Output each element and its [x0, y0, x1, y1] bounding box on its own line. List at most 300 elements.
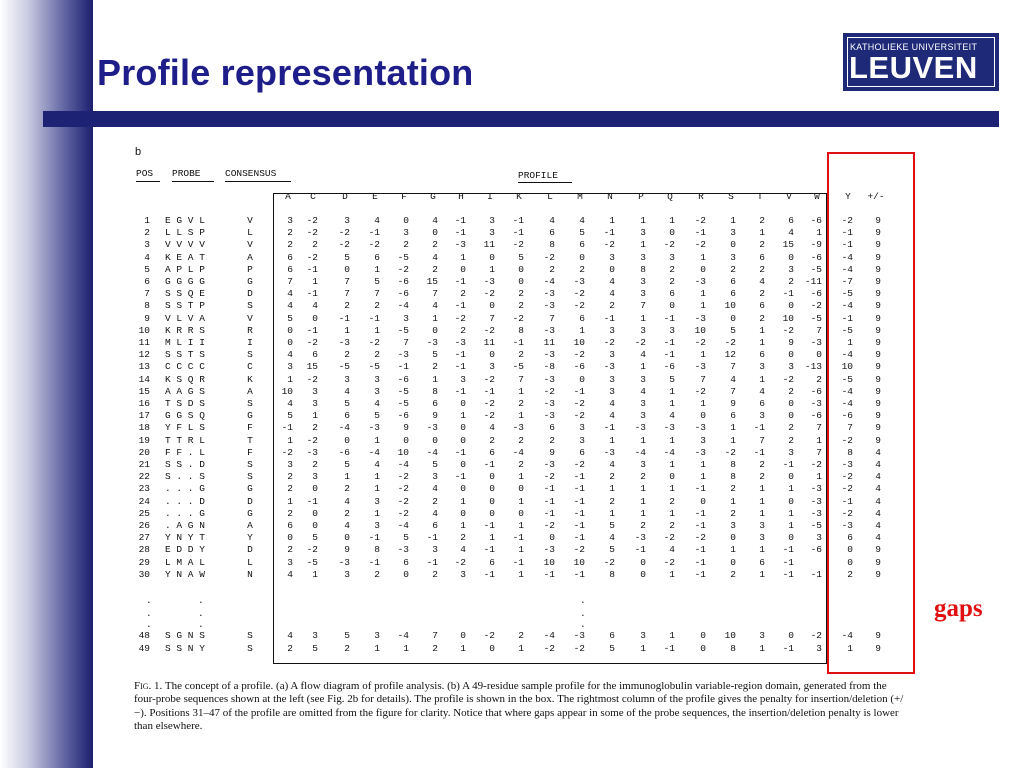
profile-value: 1: [816, 227, 822, 239]
profile-value: -4: [543, 630, 555, 641]
profile-value: 2: [460, 324, 466, 336]
profile-value: 3: [640, 398, 646, 409]
profile-value: 0: [669, 227, 675, 239]
profile-value: 0: [640, 556, 646, 568]
profile-value: -3: [338, 337, 350, 348]
row-consensus: S: [247, 630, 253, 641]
column-header: E: [372, 191, 378, 202]
profile-value: 4: [287, 300, 293, 312]
profile-value: 2: [730, 507, 736, 519]
profile-value: -5: [512, 361, 524, 373]
profile-value: -5: [397, 251, 409, 263]
profile-value: 3: [759, 410, 765, 422]
profile-value: 3: [816, 643, 822, 654]
profile-value: 1: [788, 520, 794, 531]
profile-value: 3: [816, 532, 822, 544]
profile-value: 2: [344, 300, 350, 312]
profile-value: -2: [306, 434, 318, 446]
profile-value: 5: [432, 459, 438, 470]
profile-value: 3: [788, 263, 794, 275]
profile-value: 1: [579, 324, 585, 336]
profile-value: 1: [759, 495, 765, 507]
profile-value: 1: [518, 471, 524, 483]
profile-value: -1: [782, 643, 794, 654]
row-consensus: S: [247, 349, 253, 361]
profile-value: 0: [460, 263, 466, 275]
profile-value: 10: [281, 385, 293, 397]
profile-value: -2: [543, 385, 555, 397]
profile-value: 0: [788, 398, 794, 409]
profile-value: 1: [374, 324, 380, 336]
profile-value: 0: [312, 312, 318, 324]
profile-value: -1: [306, 263, 318, 275]
profile-value: 3: [489, 361, 495, 373]
profile-value: 2: [287, 544, 293, 556]
profile-value: 0: [730, 532, 736, 544]
profile-value: -2: [694, 385, 706, 397]
profile-value: -6: [663, 361, 675, 373]
profile-value: 10: [694, 324, 706, 336]
row-probe: . A G N: [165, 520, 205, 531]
profile-value: 2: [759, 459, 765, 470]
profile-value: -1: [454, 227, 466, 239]
profile-value: 1: [287, 434, 293, 446]
profile-value: 0: [788, 300, 794, 312]
profile-value: -2: [663, 556, 675, 568]
profile-value: 9: [875, 422, 881, 434]
profile-value: 0: [344, 263, 350, 275]
profile-value: 8: [640, 263, 646, 275]
profile-value: -1: [694, 544, 706, 556]
profile-underline: [518, 182, 572, 183]
profile-value: -1: [841, 239, 853, 251]
profile-value: -4: [338, 422, 350, 434]
row-consensus: S: [247, 459, 253, 470]
profile-value: -4: [397, 459, 409, 470]
profile-value: 8: [730, 459, 736, 470]
profile-value: -2: [281, 446, 293, 458]
profile-value: -1: [454, 276, 466, 287]
profile-value: 1: [640, 483, 646, 495]
profile-value: 1: [374, 471, 380, 483]
profile-value: -3: [603, 446, 615, 458]
row-consensus: P: [247, 263, 253, 275]
profile-value: -3: [663, 422, 675, 434]
profile-value: 2: [432, 643, 438, 654]
profile-value: -4: [397, 630, 409, 641]
profile-value: 0: [847, 556, 853, 568]
profile-value: 4: [374, 215, 380, 226]
profile-value: 0: [788, 471, 794, 483]
profile-value: 1: [640, 507, 646, 519]
profile-value: 4: [344, 520, 350, 531]
profile-value: -6: [810, 385, 822, 397]
profile-value: 8: [847, 446, 853, 458]
profile-value: 4: [730, 373, 736, 385]
row-consensus: D: [247, 495, 253, 507]
row-probe: S S Q E: [165, 288, 205, 300]
profile-value: -1: [543, 483, 555, 495]
profile-value: 3: [788, 446, 794, 458]
profile-value: 2: [344, 643, 350, 654]
row-position: 30: [138, 568, 150, 580]
profile-value: 3: [287, 459, 293, 470]
row-probe: V V V V: [165, 239, 205, 251]
ellipsis-dot: .: [146, 595, 152, 606]
profile-value: -2: [454, 556, 466, 568]
profile-value: 10: [573, 556, 585, 568]
column-header: C: [310, 191, 316, 202]
profile-value: 4: [609, 288, 615, 300]
profile-value: 3: [640, 630, 646, 641]
profile-value: 3: [609, 349, 615, 361]
profile-value: 6: [312, 349, 318, 361]
profile-value: 6: [579, 312, 585, 324]
profile-value: -1: [426, 532, 438, 544]
profile-value: 3: [312, 630, 318, 641]
profile-value: 7: [816, 446, 822, 458]
profile-value: 0: [460, 630, 466, 641]
profile-value: -4: [426, 446, 438, 458]
profile-value: 3: [609, 373, 615, 385]
column-header: V: [786, 191, 792, 202]
column-header: Q: [667, 191, 673, 202]
column-header: H: [458, 191, 464, 202]
profile-value: 4: [489, 422, 495, 434]
profile-value: -2: [483, 324, 495, 336]
profile-value: 2: [374, 349, 380, 361]
profile-value: -5: [306, 556, 318, 568]
profile-value: 9: [875, 300, 881, 312]
row-probe: . . . G: [165, 507, 205, 519]
row-probe: . . . G: [165, 483, 205, 495]
profile-value: 2: [287, 227, 293, 239]
profile-value: -2: [306, 251, 318, 263]
profile-value: 1: [312, 568, 318, 580]
profile-value: -1: [573, 520, 585, 531]
row-position: 49: [138, 643, 150, 654]
profile-value: -3: [483, 276, 495, 287]
profile-value: 4: [432, 300, 438, 312]
profile-value: -3: [426, 337, 438, 348]
profile-value: 0: [432, 227, 438, 239]
profile-value: 9: [875, 544, 881, 556]
profile-value: 2: [312, 422, 318, 434]
profile-value: 1: [788, 483, 794, 495]
profile-value: -1: [426, 556, 438, 568]
profile-value: 3: [287, 361, 293, 373]
profile-value: -2: [306, 373, 318, 385]
profile-value: -2: [483, 398, 495, 409]
profile-value: -1: [368, 556, 380, 568]
profile-value: -1: [397, 361, 409, 373]
profile-value: 3: [344, 373, 350, 385]
profile-value: 9: [875, 215, 881, 226]
panel-label: b: [135, 146, 142, 158]
profile-value: 0: [312, 483, 318, 495]
row-position: 28: [138, 544, 150, 556]
profile-value: 3: [730, 251, 736, 263]
profile-value: -2: [694, 532, 706, 544]
profile-value: 3: [759, 361, 765, 373]
profile-value: 0: [489, 251, 495, 263]
row-consensus: D: [247, 288, 253, 300]
profile-value: 3: [640, 251, 646, 263]
profile-value: 1: [640, 215, 646, 226]
profile-value: 2: [518, 630, 524, 641]
profile-value: -2: [573, 410, 585, 422]
profile-value: -1: [368, 532, 380, 544]
profile-value: -1: [573, 532, 585, 544]
profile-value: 8: [730, 471, 736, 483]
row-consensus: G: [247, 507, 253, 519]
profile-value: -1: [512, 227, 524, 239]
profile-value: 1: [460, 520, 466, 531]
profile-value: 1: [700, 300, 706, 312]
profile-value: -3: [397, 349, 409, 361]
profile-value: 3: [460, 373, 466, 385]
profile-value: -5: [810, 312, 822, 324]
profile-value: 1: [460, 410, 466, 422]
profile-value: 0: [312, 507, 318, 519]
profile-value: 3: [730, 520, 736, 531]
profile-value: -6: [841, 410, 853, 422]
profile-value: 6: [489, 556, 495, 568]
profile-value: -2: [306, 544, 318, 556]
profile-value: 10: [782, 312, 794, 324]
profile-value: 2: [759, 471, 765, 483]
profile-value: 8: [609, 568, 615, 580]
row-probe: G G S Q: [165, 410, 205, 422]
profile-value: -3: [543, 410, 555, 422]
profile-value: -2: [603, 239, 615, 251]
profile-value: 2: [669, 495, 675, 507]
profile-value: 2: [816, 373, 822, 385]
profile-value: 1: [640, 643, 646, 654]
profile-value: -1: [603, 422, 615, 434]
profile-value: -3: [694, 446, 706, 458]
row-position: 24: [138, 495, 150, 507]
profile-value: 4: [287, 568, 293, 580]
logo-university-text: KATHOLIEKE UNIVERSITEIT: [850, 42, 978, 52]
profile-value: 10: [724, 630, 736, 641]
profile-value: 3: [489, 215, 495, 226]
profile-value: -2: [397, 471, 409, 483]
profile-value: 4: [287, 288, 293, 300]
profile-value: 6: [669, 288, 675, 300]
profile-value: -1: [841, 227, 853, 239]
profile-value: 11: [543, 337, 555, 348]
row-probe: L L S P: [165, 227, 205, 239]
profile-value: 0: [730, 312, 736, 324]
profile-value: -2: [368, 239, 380, 251]
profile-value: -2: [841, 483, 853, 495]
column-header: A: [285, 191, 291, 202]
row-position: 4: [144, 251, 150, 263]
row-probe: S S T P: [165, 300, 205, 312]
profile-value: -2: [306, 337, 318, 348]
profile-value: -1: [603, 312, 615, 324]
profile-value: 11: [483, 239, 495, 251]
row-probe: K S Q R: [165, 373, 205, 385]
profile-value: -2: [397, 263, 409, 275]
profile-value: 0: [460, 483, 466, 495]
caption-text: The concept of a profile. (a) A flow diagram of profile analysis. (b) A 49-residue sample profile for the immunoglobulin variable-region domain, generated from the four-probe sequences shown at the left (see Fig. 2b for details). The profile is shown in the box. The rightmost column of the profile gives the penalty for insertion/deletion (+/−). Positions 31–47 of the profile are omitted from the figure for clarity. Notice that where gaps appear in some of the probe sequences, the insertion/deletion penalty is lower than elsewhere.: [134, 680, 904, 733]
profile-value: 0: [847, 544, 853, 556]
profile-value: 3: [609, 385, 615, 397]
profile-value: 7: [847, 422, 853, 434]
profile-value: 7: [344, 276, 350, 287]
profile-value: 7: [730, 361, 736, 373]
profile-value: 2: [669, 276, 675, 287]
profile-value: 4: [640, 385, 646, 397]
profile-value: 4: [875, 483, 881, 495]
profile-value: 2: [518, 434, 524, 446]
profile-value: -1: [454, 349, 466, 361]
profile-value: 7: [700, 373, 706, 385]
header-pos: POS: [136, 168, 154, 179]
profile-value: -2: [483, 630, 495, 641]
profile-value: 1: [847, 643, 853, 654]
profile-value: 1: [847, 337, 853, 348]
row-probe: V L V A: [165, 312, 205, 324]
profile-value: 4: [875, 471, 881, 483]
profile-value: -1: [663, 643, 675, 654]
profile-value: -2: [663, 239, 675, 251]
profile-value: 1: [640, 239, 646, 251]
profile-value: -3: [841, 520, 853, 531]
profile-value: 7: [489, 312, 495, 324]
profile-value: 1: [669, 568, 675, 580]
profile-value: 7: [640, 300, 646, 312]
profile-value: 0: [518, 507, 524, 519]
ellipsis-dot: .: [146, 619, 152, 630]
profile-value: -6: [810, 215, 822, 226]
row-position: 26: [138, 520, 150, 531]
profile-value: 9: [875, 568, 881, 580]
profile-value: -3: [810, 495, 822, 507]
profile-value: 0: [700, 643, 706, 654]
profile-value: 1: [759, 483, 765, 495]
profile-value: 8: [432, 385, 438, 397]
profile-value: 2: [640, 471, 646, 483]
column-header: P: [638, 191, 644, 202]
profile-value: 9: [875, 630, 881, 641]
profile-value: -3: [634, 422, 646, 434]
profile-value: -2: [573, 288, 585, 300]
profile-value: 0: [432, 434, 438, 446]
profile-value: 3: [669, 251, 675, 263]
profile-value: 2: [432, 361, 438, 373]
row-consensus: A: [247, 385, 253, 397]
column-header: M: [577, 191, 583, 202]
profile-value: 6: [432, 520, 438, 531]
profile-value: -5: [841, 324, 853, 336]
profile-value: 4: [609, 398, 615, 409]
profile-value: 4: [875, 495, 881, 507]
row-probe: K R R S: [165, 324, 205, 336]
profile-value: 2: [287, 507, 293, 519]
profile-value: 3: [344, 215, 350, 226]
profile-value: -4: [841, 251, 853, 263]
profile-value: 3: [374, 385, 380, 397]
gaps-label: gaps: [934, 595, 983, 622]
profile-value: -2: [841, 471, 853, 483]
profile-value: 9: [432, 410, 438, 422]
profile-value: 2: [609, 471, 615, 483]
profile-value: -5: [397, 385, 409, 397]
profile-value: 2: [759, 215, 765, 226]
profile-value: 0: [460, 434, 466, 446]
profile-value: -2: [782, 324, 794, 336]
profile-value: 2: [374, 300, 380, 312]
profile-value: -2: [694, 215, 706, 226]
profile-value: 2: [460, 532, 466, 544]
profile-value: 0: [700, 495, 706, 507]
gaps-highlight-box: [827, 152, 915, 674]
profile-value: -1: [454, 385, 466, 397]
profile-value: -2: [841, 434, 853, 446]
profile-value: -3: [543, 288, 555, 300]
profile-value: 4: [609, 532, 615, 544]
profile-value: -5: [338, 361, 350, 373]
row-position: 10: [138, 324, 150, 336]
profile-value: -2: [634, 337, 646, 348]
profile-value: 6: [759, 556, 765, 568]
profile-value: 2: [344, 507, 350, 519]
row-probe: Y N Y T: [165, 532, 205, 544]
profile-value: 8: [549, 239, 555, 251]
row-probe: K E A T: [165, 251, 205, 263]
profile-value: 0: [788, 251, 794, 263]
profile-value: 4: [344, 385, 350, 397]
profile-value: -5: [841, 288, 853, 300]
profile-value: 6: [344, 410, 350, 422]
profile-value: 6: [579, 446, 585, 458]
profile-value: -1: [368, 227, 380, 239]
profile-value: 10: [543, 556, 555, 568]
profile-value: 2: [432, 495, 438, 507]
profile-value: 0: [788, 410, 794, 422]
profile-value: -1: [543, 568, 555, 580]
row-probe: S G N S: [165, 630, 205, 641]
profile-value: -1: [512, 215, 524, 226]
row-position: 25: [138, 507, 150, 519]
profile-value: 0: [579, 251, 585, 263]
row-position: 5: [144, 263, 150, 275]
profile-value: -2: [724, 446, 736, 458]
profile-value: -4: [368, 446, 380, 458]
profile-value: 3: [460, 568, 466, 580]
profile-value: 3: [374, 495, 380, 507]
profile-value: -3: [454, 239, 466, 251]
profile-value: -3: [338, 556, 350, 568]
row-consensus: K: [247, 373, 253, 385]
profile-value: 6: [489, 446, 495, 458]
profile-value: -1: [782, 568, 794, 580]
row-probe: G G G G: [165, 276, 205, 287]
profile-value: -2: [397, 483, 409, 495]
profile-value: -1: [512, 556, 524, 568]
profile-value: 3: [609, 251, 615, 263]
profile-value: 9: [875, 312, 881, 324]
profile-value: 3: [403, 227, 409, 239]
profile-value: 9: [875, 227, 881, 239]
profile-value: 0: [669, 471, 675, 483]
profile-value: -2: [573, 300, 585, 312]
profile-value: 2: [730, 568, 736, 580]
profile-value: -1: [663, 337, 675, 348]
